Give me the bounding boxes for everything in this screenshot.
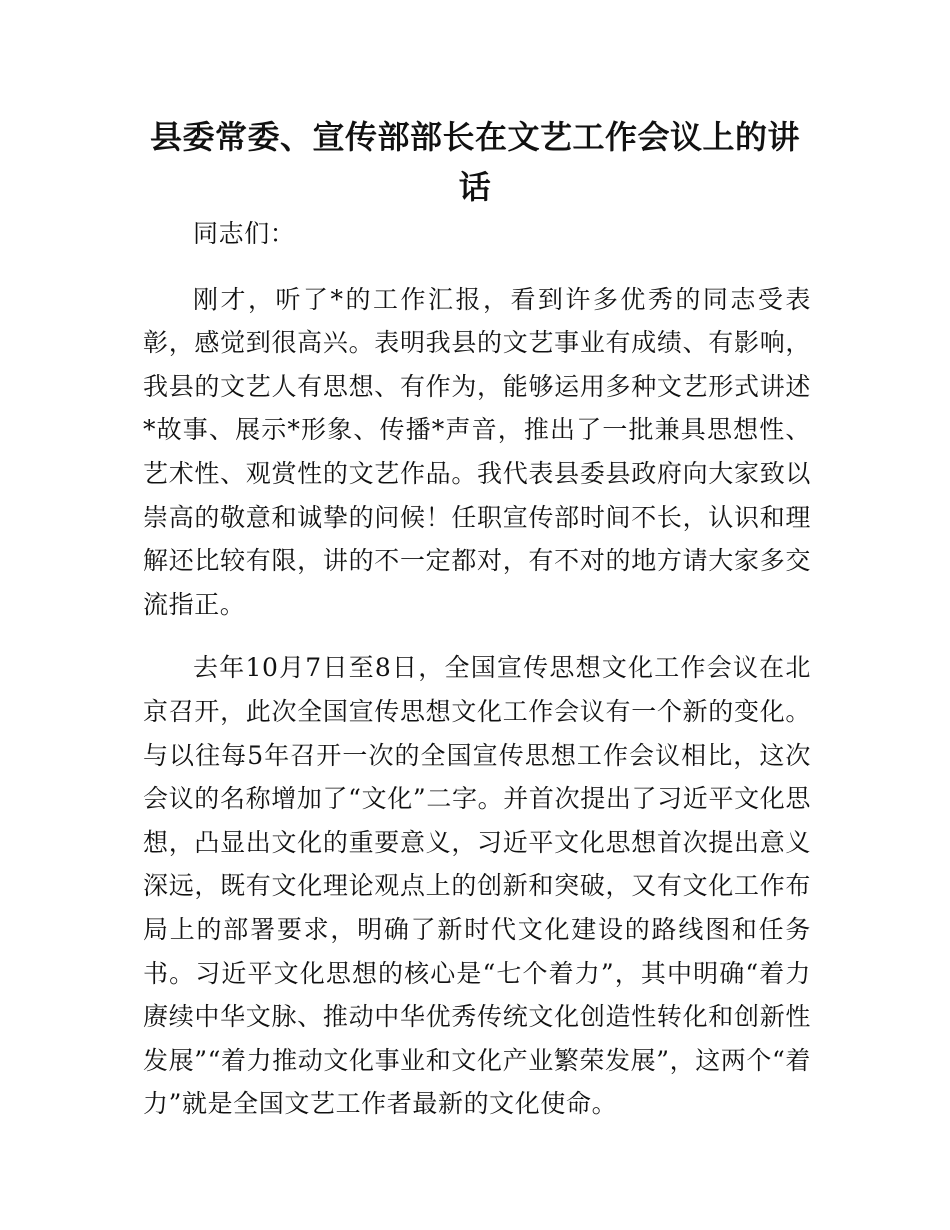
salutation: 同志们： — [193, 219, 296, 248]
paragraph: 刚才，听了*的工作汇报，看到许多优秀的同志受表彰，感觉到很高兴。表明我县的文艺事业有成绩、有影响，我县的文艺人有思想、有作为，能够运用多种文艺形式讲述*故事、展示*形象、传播*声音，推出了一批兼具思想性、艺术性、观赏性的文艺作品。我代表县委县政府向大家致以崇高的敬意和诚挚的问候！任职宣传部时间不长，认识和理解还比较有限，讲的不一定都对，有不对的地方请大家多交流指正。 — [143, 284, 811, 619]
document-title: 县委常委、宣传部部长在文艺工作会议上的讲话 — [149, 118, 800, 206]
document-body — [143, 212, 811, 1126]
paragraph: 去年10月7日至8日，全国宣传思想文化工作会议在北京召开，此次全国宣传思想文化工作会议有一个新的变化。与以往每5年召开一次的全国宣传思想工作会议相比，这次会议的名称增加了“文化”二字。并首次提出了习近平文化思想，凸显出文化的重要意义，习近平文化思想首次提出意义深远，既有文化理论观点上的创新和突破，又有文化工作布局上的部署要求，明确了新时代文化建设的路线图和任务书。习近平文化思想的核心是“七个着力”，其中明确“着力赓续中华文脉、推动中华优秀传统文化创造性转化和创新性发展”“着力推动文化事业和文化产业繁荣发展”，这两个“着力”就是全国文艺工作者最新的文化使命。 — [143, 653, 811, 1119]
